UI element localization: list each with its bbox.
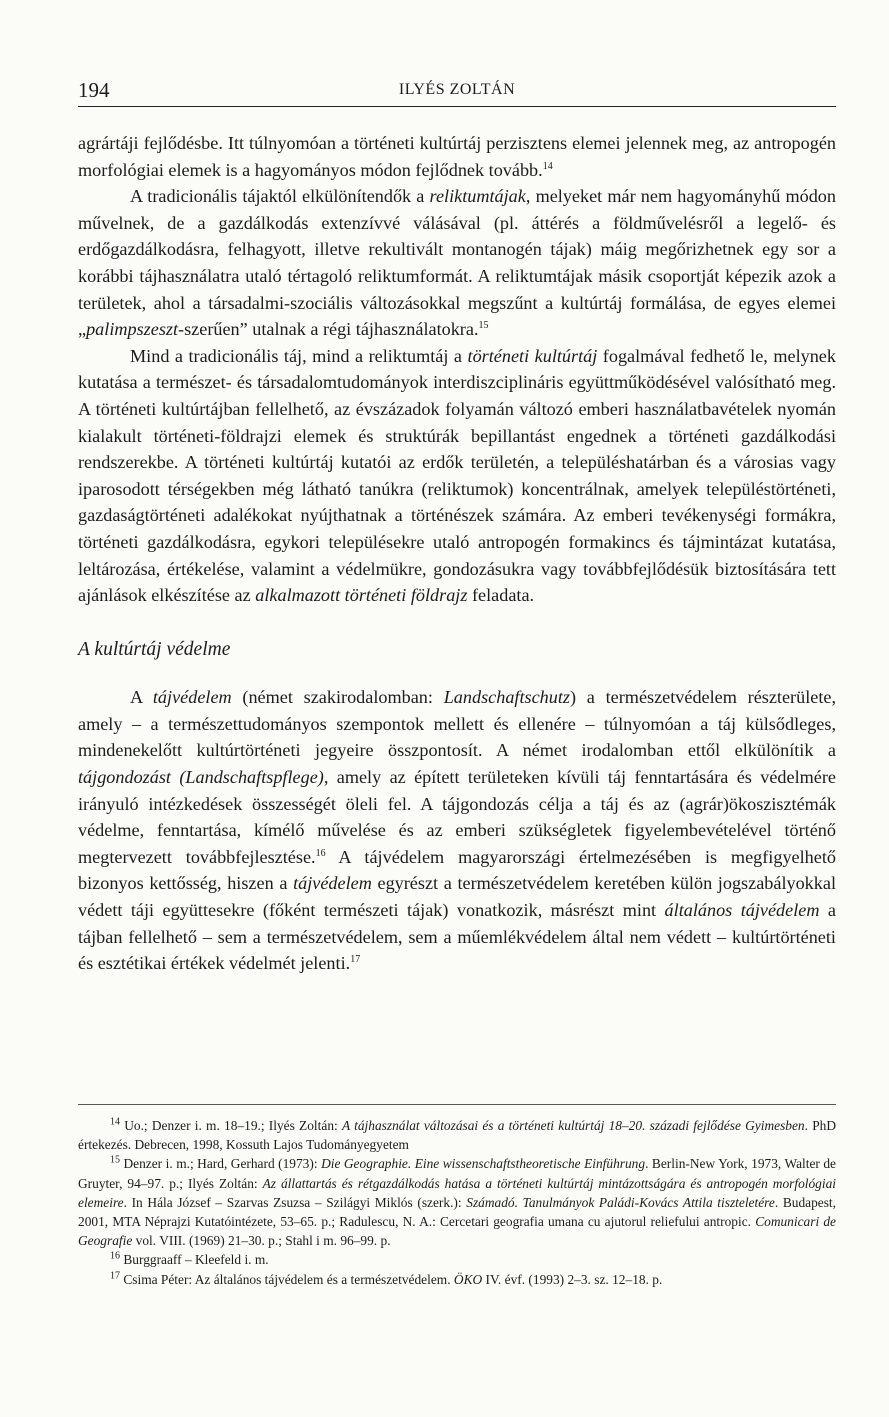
body-text — [78, 130, 836, 977]
footnote-ref-16[interactable]: 16 — [315, 847, 326, 859]
page-number: 194 — [78, 78, 110, 102]
footnotes — [78, 1116, 836, 1289]
section-heading: A kultúrtáj védelme — [78, 638, 231, 660]
footnote-15: $^{15}$ Denzer i. m.; Hard, Gerhard (1973): Die Geographie. Eine wissenschaftstheoretische Einführung. Berlin-New York, 1973, Walter de Gruyter, 94–97. p.; Ilyés Zoltán: Az állattartás és rétgazdálkodás hatása a történeti kultúrtáj mintázottságára és antropogén morfológiai elemeire. In Hála József – Szarvas Zsuzsa – Szilágyi Miklós (szerk.): Számadó. Tanulmányok Paládi-Kovács Attila tiszteletére. Budapest, 2001, MTA Néprajzi Kutatóintézete, 53–65. p.; Radulescu, N. A.: Cercetari geografia umana cu ajutorul reliefului antropic. Comunicari de Geografie vol. VIII. (1969) 21–30. p.; Stahl i m. 96–99. p. — [78, 1154, 837, 1249]
footnote-ref-14[interactable]: 14 — [542, 160, 553, 172]
footnote-ref-15[interactable]: 15 — [478, 320, 489, 332]
paragraph-3: Mind a tradicionális táj, mind a reliktumtáj a történeti kultúrtáj fogalmával fedhető le, melynek kutatása a természet- és társadalomtudományok interdiszciplináris együttműködésével valósítható meg. A történeti kultúrtájban fellelhető, az évszázadok folyamán változó emberi használatbavételek nyomán kialakult történeti-földrajzi elemek és struktúrák bepillantást engednek a történeti gazdálkodási rendszerekbe. A történeti kultúrtáj kutatói az erdők területén, a településhatárban és a városias vagy iparosodott térségekben még látható tanúkra (reliktumok) koncentrálnak, amelyek településtörténeti, gazdaságtörténeti adalékokat nyújthatnak a történészek számára. Az emberi tevékenységi formákra, történeti gazdálkodásra, egykori településekre utaló antropogén formakincs és tájmintázat kutatása, leltározása, értékelése, valamint a védelmükre, gondozásukra vagy továbbfejlődésük biztosítására tett ajánlások elkészítése az alkalmazott történeti földrajz feladata. — [78, 345, 836, 606]
footnote-divider — [78, 1104, 836, 1105]
running-head: ILYÉS ZOLTÁN — [398, 81, 516, 98]
footnote-ref-17[interactable]: 17 — [350, 954, 361, 966]
page-header — [78, 78, 836, 107]
paragraph-4: A tájvédelem (német szakirodalomban: Landschaftschutz) a természetvédelem részterülete, amely – a természettudományos szempontok mellett és ellenére – túlnyomóan a táj külsődleges, mindenekelőtt kultúrtörténeti jegyeire összpontosít. A német irodalomban ettől elkülönítik a tájgondozást (Landschaftspflege), amely az épített területeken kívüli táj fenntartására és védelmére irányuló intézkedések összességét öleli fel. A tájgondozás célja a táj és az (agrár)ökoszisztémák védelme, fenntartása, kímélő művelése és az emberi szükségletek figyelembevételével történő megtervezett továbbfejlesztése.$^{16}$ A tájvédelem magyarországi értelmezésében is megfigyelhető bizonyos kettősség, hiszen a tájvédelem egyrészt a természetvédelem keretében külön jogszabályokkal védett táji együttesekre (főként természeti tájak) vonatkozik, másrészt mint általános tájvédelem a tájban fellelhető – sem a természetvédelem, sem a műemlékvédelem által nem védett – kultúrtörténeti és esztétikai értékek védelmét jelenti.$^{17}$ — [78, 687, 836, 974]
footnote-16: $^{16}$ Burggraaff – Kleefeld i. m. — [110, 1250, 269, 1268]
footnote-14: $^{14}$ Uo.; Denzer i. m. 18–19.; Ilyés Zoltán: A tájhasználat változásai és a történeti kultúrtáj 18–20. századi fejlődése Gyimesben. PhD értekezés. Debrecen, 1998, Kossuth Lajos Tudományegyetem — [78, 1116, 837, 1153]
paragraph-2: A tradicionális tájaktól elkülönítendők a reliktumtájak, melyeket már nem hagyományhű módon művelnek, de a gazdálkodás extenzívvé válásával (pl. áttérés a földművelésről a legelő- és erdőgazdálkodásra, felhagyott, illetve rekultivált montanogén tájak) máig megőrizhetnek egy sor a korábbi tájhasználatra utaló tértagoló reliktumformát. A reliktumtájak másik csoportját képezik azok a területek, ahol a társadalmi-szociális változásokkal megszűnt a kultúrtáj formálása, de egyes elemei „palimpszeszt-szerűen” utalnak a régi tájhasználatokra.$^{15}$ — [78, 186, 836, 340]
paragraph-1: agrártáji fejlődésbe. Itt túlnyomóan a történeti kultúrtáj perzisztens elemei jelennek meg, az antropogén morfológiai elemek is a hagyományos módon fejlődnek tovább.$^{14}$ — [78, 133, 836, 180]
footnote-17: $^{17}$ Csima Péter: Az általános tájvédelem és a természetvédelem. ÖKO IV. évf. (1993) 2–3. sz. 12–18. p. — [110, 1270, 663, 1287]
